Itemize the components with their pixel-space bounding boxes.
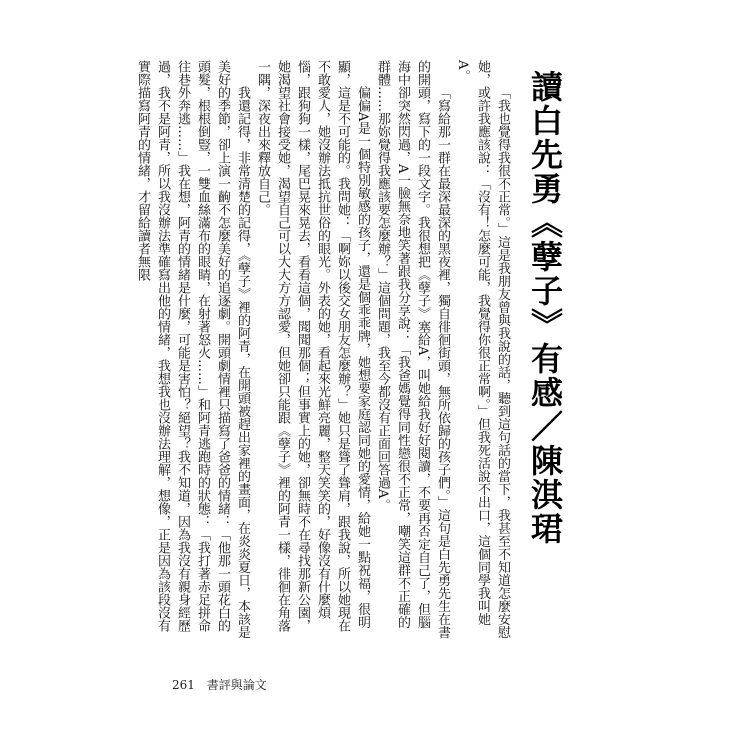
paragraph: 「寫給那一群在最深最深的黑夜裡，獨自徘徊街頭，無所依歸的孩子們。」這句是白先勇先生在書的開頭，寫下的一段文字。我很想把《孽子》塞給A，叫她給我好好閱讀，不要再否定自己了，但腦海中卻突然閃過，A一臉無奈地笑著跟我分享說：「我爸媽覺得同性戀很不正常，嘲笑這群不正確的群體……那妳覺得我應該要怎麼辦？」這個問題，我至今都沒有正面回答過A。 xyxy=(375,60,450,639)
page-footer xyxy=(172,676,267,693)
page-number: 261 xyxy=(172,678,195,692)
section-title: 書評與論文 xyxy=(206,678,267,692)
article-title: 讀白先勇《孽子》有感／陳淇珺 xyxy=(526,70,564,546)
paragraph: 我還記得，非常清楚的記得，《孽子》裡的阿青，在開頭被趕出家裡的畫面，在炎炎夏日，本該是美好的季節，卻上演一齣不怎麼美好的追逐劇。開頭劇情裡只描寫了爸爸的情緒：「他那一頭花白的頭髮，根根倒豎，一雙血絲滿布的眼睛，在射著怒火……」和阿青逃跑時的狀態：「我打著赤足拼命往巷外奔逃……」我在想，阿青的情緒是什麼，可能是害怕？絕望？我不知道，因為我沒有親身經歷過，我不是阿青，所以我沒辦法準確寫出他的情緒，我想我也沒辦法理解，想像，正是因為該段沒有實際描寫阿青的情緒，才留給讀者無限 xyxy=(135,60,250,639)
paragraph: 偏偏A是一個特別敏感的孩子，還是個乖乖牌，她想要家庭認同她的愛情，給她一點祝福，很明顯，這是不可能的。我問她：「啊妳以後交女朋友怎麼辦？」她只是聳了聳肩，跟我說，所以她現在不敢愛人，她沒辦法抵抗世俗的眼光。外表的她，看起來光鮮亮麗，整天笑笑的，好像沒有什麼煩惱，跟狗狗一樣，尾巴晃來晃去，看看這個，聞聞那個；但事實上的她，卻無時不在尋找那新公園，她渴望社會接受她，渴望自己可以大大方方認愛，但她卻只能跟《孽子》裡的阿青一樣，徘徊在角落一隅，深夜出來釋放自己。 xyxy=(255,60,370,632)
article-body xyxy=(135,60,512,640)
paragraph: 「我也覺得我很不正常。」這是我朋友曾與我說的話，聽到這句話的當下，我甚至不知道怎麼安慰她，或許我應該說：「沒有！怎麼可能，我覺得你很正常啊。」但我死活說不出口，這個同學我叫她A。 xyxy=(455,60,510,639)
